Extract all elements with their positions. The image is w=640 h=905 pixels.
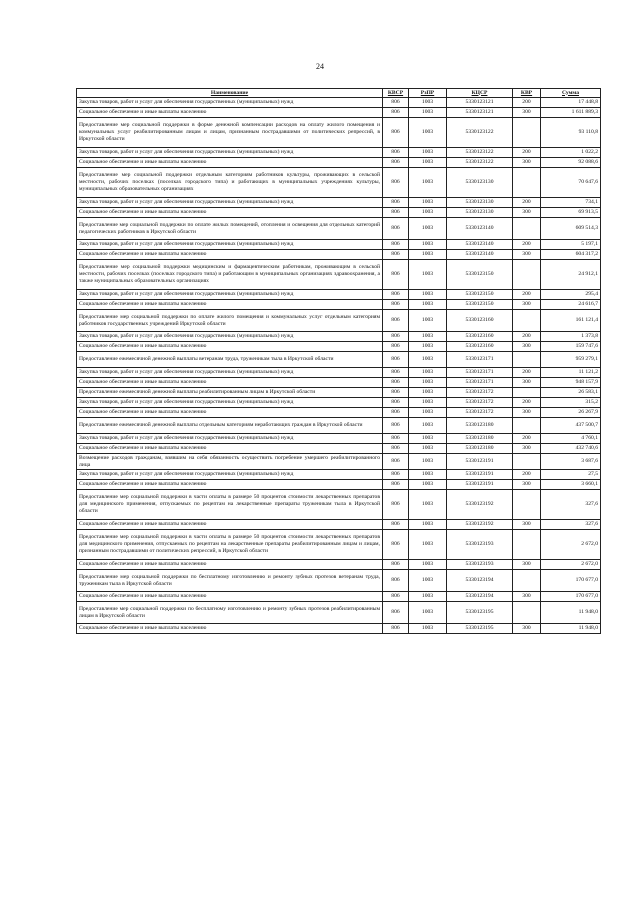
cell-kcsr: 5330123140 bbox=[447, 250, 513, 260]
cell-kvsr: 806 bbox=[383, 408, 409, 418]
cell-kcsr: 5330123194 bbox=[447, 570, 513, 592]
cell-kvr bbox=[513, 168, 541, 198]
cell-rzpr: 1003 bbox=[409, 530, 447, 560]
table-row bbox=[77, 624, 601, 634]
cell-name: Предоставление мер социальной поддержки по оплате жилого помещения и коммунальных услуг отдельным категориям работников государственных учреждений Иркутской области bbox=[77, 310, 383, 332]
cell-sum: 1 373,8 bbox=[541, 332, 601, 342]
cell-kvsr: 806 bbox=[383, 168, 409, 198]
cell-rzpr: 1003 bbox=[409, 418, 447, 434]
table-row bbox=[77, 108, 601, 118]
cell-name: Социальное обеспечение и иные выплаты населению bbox=[77, 624, 383, 634]
cell-sum: 170 677,0 bbox=[541, 570, 601, 592]
cell-kcsr: 5330123150 bbox=[447, 290, 513, 300]
cell-kcsr: 5330123150 bbox=[447, 300, 513, 310]
cell-kvr: 200 bbox=[513, 240, 541, 250]
table-row bbox=[77, 480, 601, 490]
cell-name: Предоставление мер социальной поддержки по бесплатному изготовлению и ремонту зубных протезов реабилитированным лицам в Иркутской области bbox=[77, 602, 383, 624]
cell-name: Предоставление мер социальной поддержки отдельным категориям работников культуры, проживающих в сельской местности, рабочих поселках (поселках городского типа) и работающих в муниципальных учреждениях культуры, муниципальных образовательных организациях bbox=[77, 168, 383, 198]
table-row bbox=[77, 454, 601, 470]
cell-kvsr: 806 bbox=[383, 444, 409, 454]
cell-name: Закупка товаров, работ и услуг для обеспечения государственных (муниципальных) нужд bbox=[77, 332, 383, 342]
cell-sum: 959 279,1 bbox=[541, 352, 601, 368]
cell-kcsr: 5330123121 bbox=[447, 108, 513, 118]
table-row bbox=[77, 240, 601, 250]
cell-name: Закупка товаров, работ и услуг для обеспечения государственных (муниципальных) нужд bbox=[77, 198, 383, 208]
cell-kvsr: 806 bbox=[383, 480, 409, 490]
column-header-rzpr: РзПР bbox=[409, 89, 447, 98]
cell-name: Социальное обеспечение и иные выплаты населению bbox=[77, 108, 383, 118]
cell-rzpr: 1003 bbox=[409, 592, 447, 602]
cell-rzpr: 1003 bbox=[409, 158, 447, 168]
cell-kvsr: 806 bbox=[383, 98, 409, 108]
budget-table bbox=[76, 88, 601, 634]
cell-sum: 24 616,7 bbox=[541, 300, 601, 310]
cell-kcsr: 5330123180 bbox=[447, 434, 513, 444]
cell-kvr: 300 bbox=[513, 408, 541, 418]
cell-name: Социальное обеспечение и иные выплаты населению bbox=[77, 250, 383, 260]
cell-rzpr: 1003 bbox=[409, 98, 447, 108]
table-row bbox=[77, 490, 601, 520]
column-header-kcsr: КЦСР bbox=[447, 89, 513, 98]
cell-name: Закупка товаров, работ и услуг для обеспечения государственных (муниципальных) нужд bbox=[77, 434, 383, 444]
cell-name: Социальное обеспечение и иные выплаты населению bbox=[77, 342, 383, 352]
table-row bbox=[77, 434, 601, 444]
cell-name: Социальное обеспечение и иные выплаты населению bbox=[77, 444, 383, 454]
table-row bbox=[77, 300, 601, 310]
cell-rzpr: 1003 bbox=[409, 480, 447, 490]
cell-kvsr: 806 bbox=[383, 434, 409, 444]
cell-kvr bbox=[513, 530, 541, 560]
cell-kvsr: 806 bbox=[383, 378, 409, 388]
column-header-sum: Сумма bbox=[541, 89, 601, 98]
cell-sum: 604 317,2 bbox=[541, 250, 601, 260]
cell-kvr: 300 bbox=[513, 520, 541, 530]
cell-kcsr: 5330123171 bbox=[447, 352, 513, 368]
table-row bbox=[77, 168, 601, 198]
cell-kvr: 200 bbox=[513, 470, 541, 480]
cell-sum: 2 672,0 bbox=[541, 530, 601, 560]
cell-name: Социальное обеспечение и иные выплаты населению bbox=[77, 158, 383, 168]
cell-name: Предоставление мер социальной поддержки медицинским и фармацевтическим работникам, проживающим в сельской местности, рабочих поселках (поселках городского типа) и работающим в муниципальных организациях здравоохранения, а также муниципальных образовательных организациях bbox=[77, 260, 383, 290]
cell-rzpr: 1003 bbox=[409, 352, 447, 368]
page-number: 24 bbox=[316, 62, 324, 71]
cell-rzpr: 1003 bbox=[409, 108, 447, 118]
cell-kcsr: 5330123130 bbox=[447, 168, 513, 198]
table-row bbox=[77, 470, 601, 480]
cell-name: Предоставление ежемесячной денежной выплаты реабилитированным лицам в Иркутской области bbox=[77, 388, 383, 398]
cell-kvr: 300 bbox=[513, 300, 541, 310]
table-row bbox=[77, 378, 601, 388]
cell-sum: 170 677,0 bbox=[541, 592, 601, 602]
cell-kcsr: 5330123122 bbox=[447, 158, 513, 168]
cell-sum: 432 740,6 bbox=[541, 444, 601, 454]
cell-sum: 11 948,0 bbox=[541, 624, 601, 634]
cell-rzpr: 1003 bbox=[409, 218, 447, 240]
cell-kvsr: 806 bbox=[383, 624, 409, 634]
cell-rzpr: 1003 bbox=[409, 168, 447, 198]
table-row bbox=[77, 260, 601, 290]
cell-kcsr: 5330123172 bbox=[447, 408, 513, 418]
table-row bbox=[77, 530, 601, 560]
cell-kvsr: 806 bbox=[383, 454, 409, 470]
cell-sum: 92 088,6 bbox=[541, 158, 601, 168]
cell-rzpr: 1003 bbox=[409, 444, 447, 454]
cell-rzpr: 1003 bbox=[409, 520, 447, 530]
cell-name: Закупка товаров, работ и услуг для обеспечения государственных (муниципальных) нужд bbox=[77, 470, 383, 480]
cell-name: Возмещение расходов гражданам, взявшим на себя обязанность осуществить погребение умершего реабилитированного лица bbox=[77, 454, 383, 470]
cell-name: Закупка товаров, работ и услуг для обеспечения государственных (муниципальных) нужд bbox=[77, 368, 383, 378]
cell-kvr bbox=[513, 388, 541, 398]
table-row bbox=[77, 310, 601, 332]
cell-kcsr: 5330123194 bbox=[447, 592, 513, 602]
cell-name: Закупка товаров, работ и услуг для обеспечения государственных (муниципальных) нужд bbox=[77, 398, 383, 408]
cell-rzpr: 1003 bbox=[409, 408, 447, 418]
cell-kvr: 200 bbox=[513, 368, 541, 378]
cell-kcsr: 5330123180 bbox=[447, 444, 513, 454]
cell-kvsr: 806 bbox=[383, 208, 409, 218]
cell-kvsr: 806 bbox=[383, 148, 409, 158]
cell-name: Предоставление мер социальной поддержки в части оплаты в размере 50 процентов стоимости лекарственных препаратов для медицинского применения, отпускаемых по рецептам на лекарственные препараты реабилитированным лицам и лицам, признанным пострадавшими от политических репрессий, в Иркутской области bbox=[77, 530, 383, 560]
cell-rzpr: 1003 bbox=[409, 208, 447, 218]
table-row bbox=[77, 388, 601, 398]
cell-kcsr: 5330123140 bbox=[447, 218, 513, 240]
cell-kcsr: 5330123122 bbox=[447, 148, 513, 158]
cell-sum: 26 583,1 bbox=[541, 388, 601, 398]
cell-rzpr: 1003 bbox=[409, 454, 447, 470]
cell-sum: 27,5 bbox=[541, 470, 601, 480]
cell-kcsr: 5330123171 bbox=[447, 378, 513, 388]
cell-name: Социальное обеспечение и иные выплаты населению bbox=[77, 378, 383, 388]
cell-sum: 327,6 bbox=[541, 490, 601, 520]
cell-kvr: 300 bbox=[513, 560, 541, 570]
cell-kcsr: 5330123191 bbox=[447, 480, 513, 490]
cell-kcsr: 5330123121 bbox=[447, 98, 513, 108]
cell-name: Социальное обеспечение и иные выплаты населению bbox=[77, 480, 383, 490]
cell-kvr bbox=[513, 570, 541, 592]
cell-rzpr: 1003 bbox=[409, 310, 447, 332]
cell-name: Закупка товаров, работ и услуг для обеспечения государственных (муниципальных) нужд bbox=[77, 290, 383, 300]
cell-kvr bbox=[513, 218, 541, 240]
table-row bbox=[77, 408, 601, 418]
cell-sum: 609 514,3 bbox=[541, 218, 601, 240]
cell-kvr: 300 bbox=[513, 480, 541, 490]
column-header-kvr: КВР bbox=[513, 89, 541, 98]
cell-kvr: 300 bbox=[513, 250, 541, 260]
table-row bbox=[77, 602, 601, 624]
table-row bbox=[77, 250, 601, 260]
cell-rzpr: 1003 bbox=[409, 290, 447, 300]
cell-sum: 70 647,6 bbox=[541, 168, 601, 198]
cell-rzpr: 1003 bbox=[409, 388, 447, 398]
cell-kvr: 300 bbox=[513, 444, 541, 454]
cell-kcsr: 5330123160 bbox=[447, 310, 513, 332]
table-row bbox=[77, 520, 601, 530]
cell-rzpr: 1003 bbox=[409, 260, 447, 290]
table-row bbox=[77, 98, 601, 108]
cell-rzpr: 1003 bbox=[409, 624, 447, 634]
cell-sum: 437 500,7 bbox=[541, 418, 601, 434]
cell-kvsr: 806 bbox=[383, 398, 409, 408]
cell-kvsr: 806 bbox=[383, 530, 409, 560]
cell-kvsr: 806 bbox=[383, 332, 409, 342]
cell-sum: 295,4 bbox=[541, 290, 601, 300]
cell-name: Предоставление мер социальной поддержки в части оплаты в размере 50 процентов стоимости лекарственных препаратов для медицинского применения, отпускаемых по рецептам на лекарственные препараты труженикам тыла в Иркутской области bbox=[77, 490, 383, 520]
cell-kvsr: 806 bbox=[383, 520, 409, 530]
cell-kvsr: 806 bbox=[383, 602, 409, 624]
cell-kcsr: 5330123195 bbox=[447, 624, 513, 634]
cell-kvr: 200 bbox=[513, 290, 541, 300]
cell-kvr: 200 bbox=[513, 148, 541, 158]
cell-sum: 161 121,4 bbox=[541, 310, 601, 332]
cell-kvsr: 806 bbox=[383, 118, 409, 148]
cell-kcsr: 5330123191 bbox=[447, 470, 513, 480]
cell-sum: 11 121,2 bbox=[541, 368, 601, 378]
cell-rzpr: 1003 bbox=[409, 198, 447, 208]
table-row bbox=[77, 158, 601, 168]
cell-kvsr: 806 bbox=[383, 368, 409, 378]
cell-kvr bbox=[513, 490, 541, 520]
cell-rzpr: 1003 bbox=[409, 250, 447, 260]
cell-kvsr: 806 bbox=[383, 290, 409, 300]
cell-sum: 17 448,8 bbox=[541, 98, 601, 108]
cell-kvsr: 806 bbox=[383, 470, 409, 480]
cell-kvsr: 806 bbox=[383, 560, 409, 570]
cell-kvr: 300 bbox=[513, 342, 541, 352]
cell-kvr: 300 bbox=[513, 378, 541, 388]
cell-name: Предоставление мер социальной поддержки в форме денежной компенсации расходов на оплату жилого помещения и коммунальных услуг реабилитированным лицам и лицам, признанным пострадавшими от политических репрессий, в Иркутской области bbox=[77, 118, 383, 148]
cell-sum: 93 110,8 bbox=[541, 118, 601, 148]
cell-kvsr: 806 bbox=[383, 310, 409, 332]
cell-kcsr: 5330123193 bbox=[447, 530, 513, 560]
cell-kcsr: 5330123160 bbox=[447, 332, 513, 342]
cell-kvsr: 806 bbox=[383, 342, 409, 352]
cell-kcsr: 5330123195 bbox=[447, 602, 513, 624]
cell-kvr bbox=[513, 260, 541, 290]
cell-kvr: 300 bbox=[513, 208, 541, 218]
cell-kvr: 300 bbox=[513, 108, 541, 118]
table-row bbox=[77, 368, 601, 378]
cell-sum: 3 660,1 bbox=[541, 480, 601, 490]
cell-kcsr: 5330123171 bbox=[447, 368, 513, 378]
cell-kvsr: 806 bbox=[383, 570, 409, 592]
cell-kvr: 200 bbox=[513, 198, 541, 208]
cell-kvsr: 806 bbox=[383, 250, 409, 260]
cell-kcsr: 5330123140 bbox=[447, 240, 513, 250]
cell-sum: 2 672,0 bbox=[541, 560, 601, 570]
table-row bbox=[77, 332, 601, 342]
cell-kvsr: 806 bbox=[383, 300, 409, 310]
cell-name: Предоставление ежемесячной денежной выплаты отдельным категориям неработающих граждан в Иркутской области bbox=[77, 418, 383, 434]
cell-rzpr: 1003 bbox=[409, 398, 447, 408]
cell-sum: 3 687,6 bbox=[541, 454, 601, 470]
cell-kvr bbox=[513, 352, 541, 368]
cell-kcsr: 5330123172 bbox=[447, 398, 513, 408]
cell-kvr: 200 bbox=[513, 398, 541, 408]
cell-kvr: 200 bbox=[513, 434, 541, 444]
cell-kcsr: 5330123130 bbox=[447, 208, 513, 218]
cell-sum: 5 197,1 bbox=[541, 240, 601, 250]
cell-sum: 26 267,9 bbox=[541, 408, 601, 418]
cell-sum: 734,1 bbox=[541, 198, 601, 208]
cell-rzpr: 1003 bbox=[409, 470, 447, 480]
cell-sum: 4 760,1 bbox=[541, 434, 601, 444]
cell-kvsr: 806 bbox=[383, 418, 409, 434]
table-row bbox=[77, 444, 601, 454]
cell-kvsr: 806 bbox=[383, 158, 409, 168]
cell-kvsr: 806 bbox=[383, 240, 409, 250]
cell-kcsr: 5330123192 bbox=[447, 490, 513, 520]
cell-kcsr: 5330123180 bbox=[447, 418, 513, 434]
cell-kvr bbox=[513, 602, 541, 624]
cell-kvsr: 806 bbox=[383, 218, 409, 240]
cell-kvsr: 806 bbox=[383, 108, 409, 118]
cell-name: Предоставление мер социальной поддержки по оплате жилых помещений, отопления и освещения для отдельных категорий педагогических работников в Иркутской области bbox=[77, 218, 383, 240]
cell-kcsr: 5330123130 bbox=[447, 198, 513, 208]
cell-kvr bbox=[513, 418, 541, 434]
table-row bbox=[77, 148, 601, 158]
cell-rzpr: 1003 bbox=[409, 378, 447, 388]
cell-kvr bbox=[513, 310, 541, 332]
cell-sum: 159 747,6 bbox=[541, 342, 601, 352]
cell-kcsr: 5330123193 bbox=[447, 560, 513, 570]
cell-sum: 1 611 889,3 bbox=[541, 108, 601, 118]
table-row bbox=[77, 418, 601, 434]
cell-name: Социальное обеспечение и иные выплаты населению bbox=[77, 408, 383, 418]
cell-rzpr: 1003 bbox=[409, 434, 447, 444]
cell-name: Социальное обеспечение и иные выплаты населению bbox=[77, 560, 383, 570]
cell-name: Социальное обеспечение и иные выплаты населению bbox=[77, 592, 383, 602]
table-row bbox=[77, 398, 601, 408]
cell-kcsr: 5330123172 bbox=[447, 388, 513, 398]
cell-kvsr: 806 bbox=[383, 260, 409, 290]
cell-name: Закупка товаров, работ и услуг для обеспечения государственных (муниципальных) нужд bbox=[77, 148, 383, 158]
cell-kvsr: 806 bbox=[383, 592, 409, 602]
cell-kvr: 300 bbox=[513, 592, 541, 602]
cell-rzpr: 1003 bbox=[409, 148, 447, 158]
table-row bbox=[77, 218, 601, 240]
cell-kcsr: 5330123191 bbox=[447, 454, 513, 470]
cell-rzpr: 1003 bbox=[409, 332, 447, 342]
table-body bbox=[77, 98, 601, 634]
cell-name: Предоставление мер социальной поддержки по бесплатному изготовлению и ремонту зубных протезов ветеранам труда, труженикам тыла в Иркутской области bbox=[77, 570, 383, 592]
cell-sum: 948 157,9 bbox=[541, 378, 601, 388]
cell-sum: 315,2 bbox=[541, 398, 601, 408]
table-row bbox=[77, 198, 601, 208]
cell-kvr: 300 bbox=[513, 624, 541, 634]
cell-kvr: 200 bbox=[513, 98, 541, 108]
column-header-name: Наименование bbox=[77, 89, 383, 98]
cell-rzpr: 1003 bbox=[409, 342, 447, 352]
cell-sum: 24 912,1 bbox=[541, 260, 601, 290]
table-header-row bbox=[77, 89, 601, 98]
cell-rzpr: 1003 bbox=[409, 118, 447, 148]
cell-name: Социальное обеспечение и иные выплаты населению bbox=[77, 520, 383, 530]
cell-kcsr: 5330123160 bbox=[447, 342, 513, 352]
cell-rzpr: 1003 bbox=[409, 240, 447, 250]
table-row bbox=[77, 208, 601, 218]
cell-name: Социальное обеспечение и иные выплаты населению bbox=[77, 208, 383, 218]
table-row bbox=[77, 352, 601, 368]
cell-rzpr: 1003 bbox=[409, 490, 447, 520]
cell-sum: 327,6 bbox=[541, 520, 601, 530]
cell-rzpr: 1003 bbox=[409, 570, 447, 592]
cell-rzpr: 1003 bbox=[409, 300, 447, 310]
cell-sum: 69 913,5 bbox=[541, 208, 601, 218]
cell-name: Предоставление ежемесячной денежной выплаты ветеранам труда, труженикам тыла в Иркутской области bbox=[77, 352, 383, 368]
cell-kcsr: 5330123122 bbox=[447, 118, 513, 148]
cell-name: Социальное обеспечение и иные выплаты населению bbox=[77, 300, 383, 310]
cell-kvsr: 806 bbox=[383, 388, 409, 398]
table-row bbox=[77, 342, 601, 352]
cell-kvr: 300 bbox=[513, 158, 541, 168]
cell-name: Закупка товаров, работ и услуг для обеспечения государственных (муниципальных) нужд bbox=[77, 98, 383, 108]
cell-kcsr: 5330123192 bbox=[447, 520, 513, 530]
table-row bbox=[77, 592, 601, 602]
cell-kvr bbox=[513, 118, 541, 148]
cell-kvr bbox=[513, 454, 541, 470]
cell-kcsr: 5330123150 bbox=[447, 260, 513, 290]
cell-rzpr: 1003 bbox=[409, 602, 447, 624]
cell-kvsr: 806 bbox=[383, 490, 409, 520]
table-row bbox=[77, 560, 601, 570]
cell-kvsr: 806 bbox=[383, 352, 409, 368]
cell-kvsr: 806 bbox=[383, 198, 409, 208]
table-row bbox=[77, 118, 601, 148]
cell-kvr: 200 bbox=[513, 332, 541, 342]
cell-rzpr: 1003 bbox=[409, 560, 447, 570]
column-header-kvsr: КВСР bbox=[383, 89, 409, 98]
cell-name: Закупка товаров, работ и услуг для обеспечения государственных (муниципальных) нужд bbox=[77, 240, 383, 250]
cell-sum: 1 022,2 bbox=[541, 148, 601, 158]
table-row bbox=[77, 290, 601, 300]
cell-sum: 11 948,0 bbox=[541, 602, 601, 624]
cell-rzpr: 1003 bbox=[409, 368, 447, 378]
table-row bbox=[77, 570, 601, 592]
